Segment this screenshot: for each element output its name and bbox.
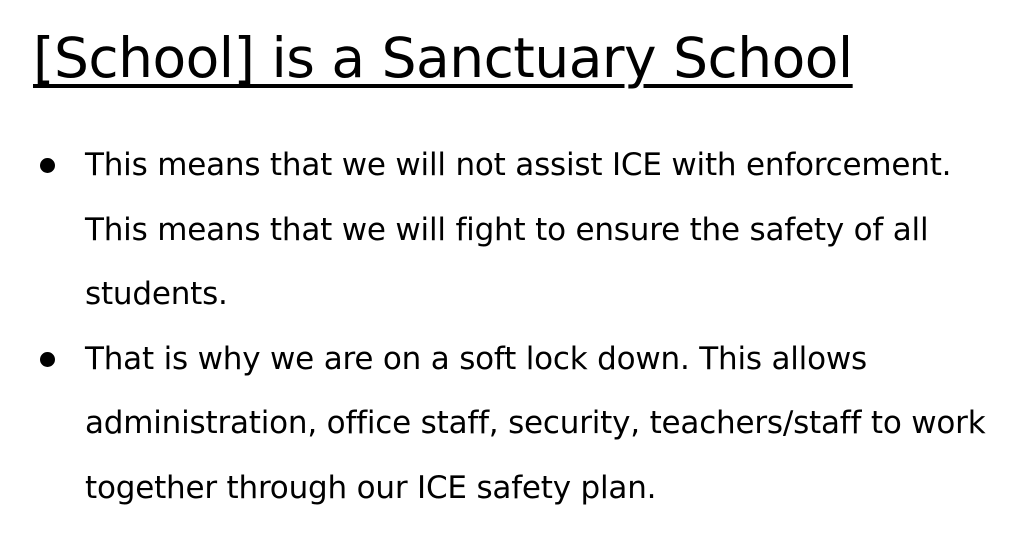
slide-title: [School] is a Sanctuary School bbox=[33, 26, 853, 90]
bullet-text: This means that we will not assist ICE with enforcement. This means that we will fight to ensure the safety of all students. bbox=[85, 147, 952, 312]
bullet-dot-icon bbox=[40, 158, 55, 173]
bullet-text: That is why we are on a soft lock down. This allows administration, office staff, security, teachers/staff to work together through our ICE safety plan. bbox=[85, 340, 986, 506]
bullet-dot-icon bbox=[40, 352, 55, 367]
bullet-list bbox=[0, 133, 1024, 520]
bullet-item bbox=[0, 327, 1024, 521]
bullet-item bbox=[0, 133, 1024, 327]
